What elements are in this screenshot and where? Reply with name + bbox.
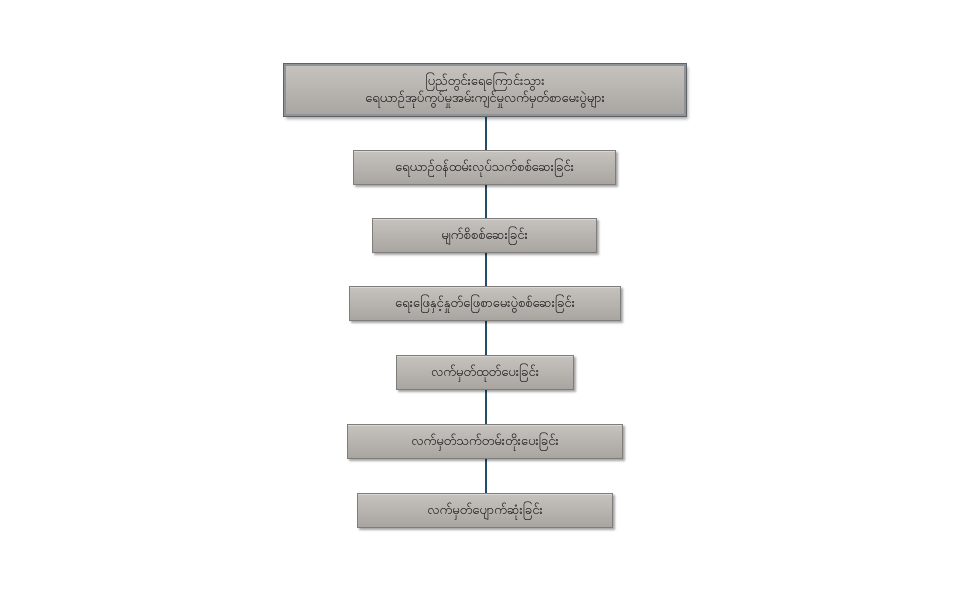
step-box-certificate-issue (396, 355, 574, 390)
title-line-1: ပြည်တွင်းရေကြောင်းသွား (425, 74, 545, 89)
step-box-written-oral-exam (349, 286, 621, 321)
step-label: ရေယာဉ်ဝန်ထမ်းလုပ်သက်စစ်ဆေးခြင်း (395, 160, 574, 175)
step-box-certificate-renewal (347, 424, 623, 459)
step-box-certificate-lost (357, 493, 613, 528)
step-label: မျက်စိစစ်ဆေးခြင်း (441, 228, 528, 243)
step-label: လက်မှတ်ပျောက်ဆုံးခြင်း (427, 503, 543, 518)
step-label: လက်မှတ်သက်တမ်းတိုးပေးခြင်း (411, 434, 559, 449)
step-label: လက်မှတ်ထုတ်ပေးခြင်း (431, 365, 539, 380)
flowchart-title-box (284, 64, 686, 116)
step-box-service-record-check (353, 150, 616, 185)
step-label: ရေးဖြေနှင့်နှုတ်ဖြေစာမေးပွဲစစ်ဆေးခြင်း (395, 296, 575, 311)
title-line-2: ရေယာဉ်အုပ်ကွပ်မှုအမ်းကျင်မှုလက်မှတ်စာမေးပွဲများ (365, 91, 605, 106)
step-box-eye-test (372, 218, 597, 253)
